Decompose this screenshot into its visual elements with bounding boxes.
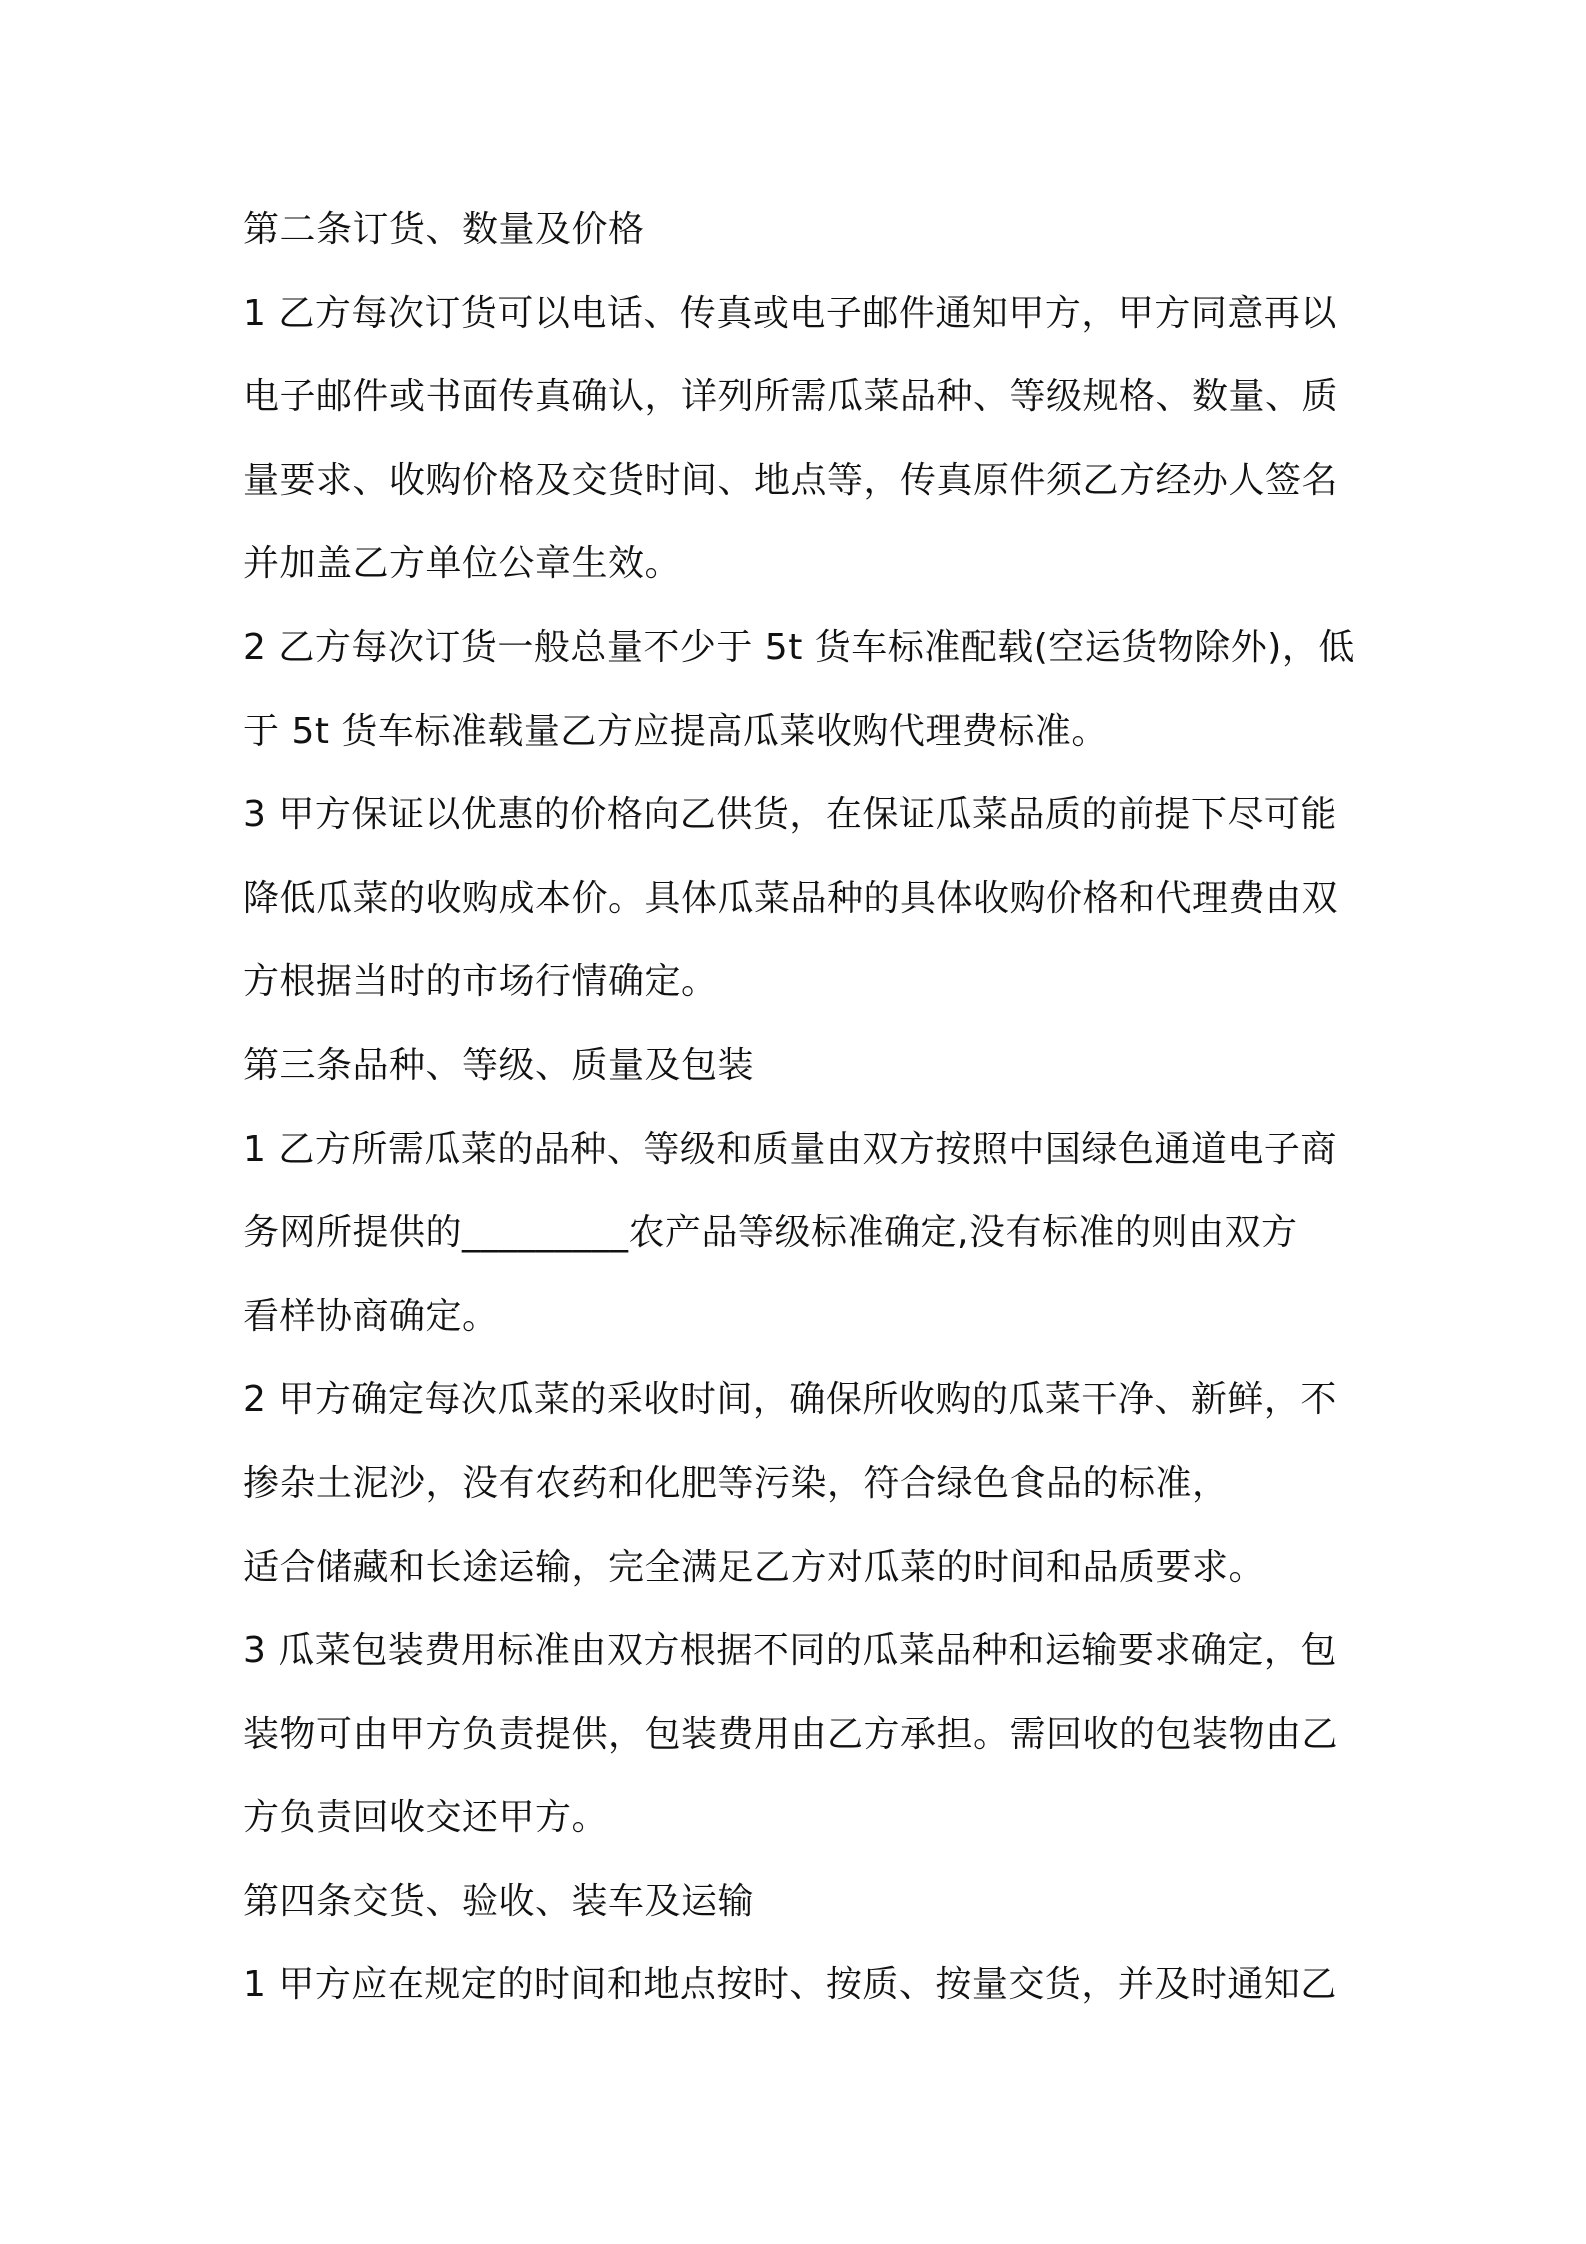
paragraph-line: 掺杂土泥沙，没有农药和化肥等污染，符合绿色食品的标准， bbox=[243, 1462, 1229, 1504]
paragraph-line: 量要求、收购价格及交货时间、地点等，传真原件须乙方经办人签名 bbox=[243, 459, 1339, 501]
paragraph-line: 方根据当时的市场行情确定。 bbox=[243, 961, 718, 1003]
paragraph-line: 2 乙方每次订货一般总量不少于 5t 货车标准配载(空运货物除外)，低 bbox=[243, 626, 1355, 668]
paragraph-line: 方负责回收交还甲方。 bbox=[243, 1797, 609, 1839]
paragraph-line: 适合储藏和长途运输，完全满足乙方对瓜菜的时间和品质要求。 bbox=[243, 1546, 1266, 1588]
section-heading-article-2: 第二条订货、数量及价格 bbox=[243, 209, 645, 250]
section-heading-article-4: 第四条交货、验收、装车及运输 bbox=[243, 1880, 755, 1922]
paragraph-line: 电子邮件或书面传真确认，详列所需瓜菜品种、等级规格、数量、质 bbox=[243, 376, 1339, 418]
paragraph-line: 并加盖乙方单位公章生效。 bbox=[243, 543, 682, 585]
document-body bbox=[243, 188, 1363, 2027]
section-heading-article-3: 第三条品种、等级、质量及包装 bbox=[243, 1044, 755, 1086]
paragraph-line: 装物可由甲方负责提供，包装费用由乙方承担。需回收的包装物由乙 bbox=[243, 1713, 1339, 1755]
paragraph-line: 看样协商确定。 bbox=[243, 1295, 499, 1337]
paragraph-line: 3 瓜菜包装费用标准由双方根据不同的瓜菜品种和运输要求确定，包 bbox=[243, 1630, 1337, 1672]
paragraph-line: 降低瓜菜的收购成本价。具体瓜菜品种的具体收购价格和代理费由双 bbox=[243, 877, 1339, 919]
paragraph-line: 2 甲方确定每次瓜菜的采收时间，确保所收购的瓜菜干净、新鲜，不 bbox=[243, 1379, 1337, 1421]
paragraph-line: 1 乙方所需瓜菜的品种、等级和质量由双方按照中国绿色通道电子商 bbox=[243, 1128, 1337, 1170]
paragraph-line-with-blank: 务网所提供的_________农产品等级标准确定,没有标准的则由双方 bbox=[243, 1212, 1298, 1254]
paragraph-line: 1 乙方每次订货可以电话、传真或电子邮件通知甲方，甲方同意再以 bbox=[243, 292, 1337, 334]
paragraph-line: 3 甲方保证以优惠的价格向乙供货，在保证瓜菜品质的前提下尽可能 bbox=[243, 794, 1337, 836]
paragraph-line: 1 甲方应在规定的时间和地点按时、按质、按量交货，并及时通知乙 bbox=[243, 1964, 1337, 2006]
paragraph-line: 于 5t 货车标准载量乙方应提高瓜菜收购代理费标准。 bbox=[243, 710, 1108, 752]
